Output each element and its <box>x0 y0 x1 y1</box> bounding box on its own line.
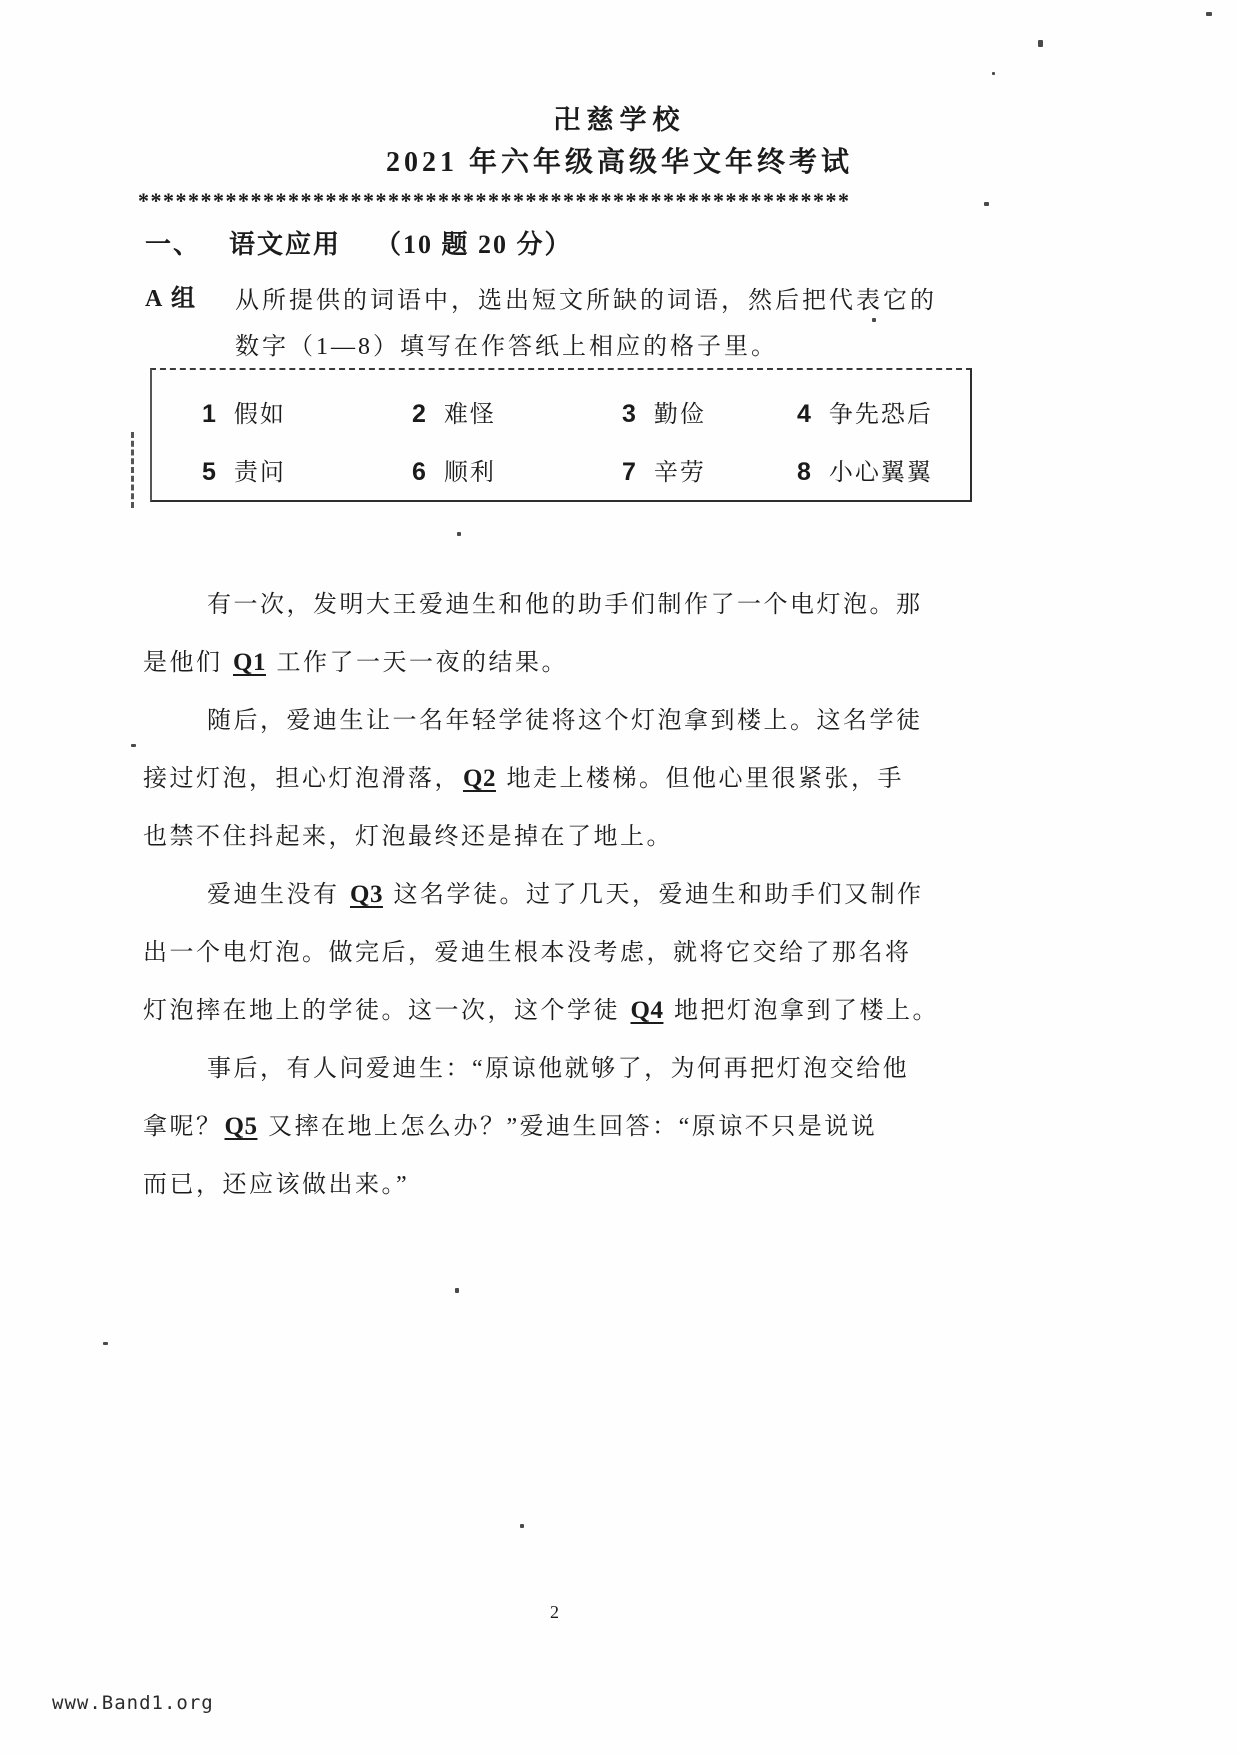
school-name: 卍慈学校 <box>553 105 686 135</box>
word-bank-word: 顺利 <box>443 459 496 486</box>
scan-speck <box>520 1524 524 1528</box>
passage-line: 拿呢？Q5 又摔在地上怎么办？”爱迪生回答：“原谅不只是说说 <box>143 1113 878 1140</box>
word-bank-number: 3 <box>622 399 638 428</box>
word-bank-word: 假如 <box>233 401 286 428</box>
page-number: 2 <box>550 1602 560 1622</box>
watermark: www.Band1.org <box>52 1692 214 1714</box>
word-bank-number: 8 <box>797 457 813 486</box>
section-points: （10 题 20 分） <box>375 230 573 259</box>
scan-speck <box>872 318 876 322</box>
section-number: 一、 <box>145 230 202 259</box>
word-bank-word: 勤俭 <box>653 401 706 428</box>
word-bank-item <box>202 452 412 487</box>
word-bank-item <box>622 452 797 487</box>
word-bank-word: 难怪 <box>443 401 496 428</box>
passage-line: 随后，爱迪生让一名年轻学徒将这个灯泡拿到楼上。这名学徒 <box>207 708 923 734</box>
word-bank-item <box>622 394 797 429</box>
word-bank-row <box>152 440 970 498</box>
word-bank-number: 5 <box>202 457 218 486</box>
scan-speck <box>1206 12 1212 16</box>
word-bank-number: 7 <box>622 457 638 486</box>
scan-speck <box>984 202 989 206</box>
word-bank-number: 1 <box>202 399 218 428</box>
asterisk-divider: ********************************************************* <box>138 188 851 213</box>
question-blank-q5: Q5 <box>224 1113 258 1140</box>
word-bank-item <box>412 394 622 429</box>
scan-speck <box>992 72 995 75</box>
passage-line: 事后，有人问爱迪生：“原谅他就够了，为何再把灯泡交给他 <box>207 1056 910 1082</box>
question-blank-q1: Q1 <box>233 649 266 676</box>
passage-line: 而已，还应该做出来。” <box>143 1172 410 1198</box>
passage-line: 是他们 Q1 工作了一天一夜的结果。 <box>143 649 568 676</box>
word-bank-item <box>202 394 412 429</box>
word-bank-number: 6 <box>412 457 428 486</box>
scan-speck <box>131 744 136 747</box>
word-bank-word: 小心翼翼 <box>828 459 933 486</box>
word-bank-word: 争先恐后 <box>828 401 933 428</box>
passage-line: 也禁不住抖起来，灯泡最终还是掉在了地上。 <box>143 824 673 850</box>
scan-margin-mark <box>131 432 134 508</box>
question-blank-q4: Q4 <box>630 997 664 1024</box>
passage-line: 有一次，发明大王爱迪生和他的助手们制作了一个电灯泡。那 <box>207 592 923 618</box>
word-bank-row <box>152 382 970 440</box>
word-bank-word: 辛劳 <box>653 459 706 486</box>
exam-title: 2021 年六年级高级华文年终考试 <box>385 147 853 178</box>
question-blank-q3: Q3 <box>350 881 383 908</box>
passage-line: 接过灯泡，担心灯泡滑落，Q2 地走上楼梯。但他心里很紧张，手 <box>143 765 904 792</box>
section-title: 语文应用 <box>229 230 342 259</box>
question-blank-q2: Q2 <box>463 765 496 792</box>
word-bank-number: 4 <box>797 399 813 428</box>
passage-line: 出一个电灯泡。做完后，爱迪生根本没考虑，就将它交给了那名将 <box>143 940 912 966</box>
passage-line: 灯泡摔在地上的学徒。这一次，这个学徒 Q4 地把灯泡拿到了楼上。 <box>143 997 939 1024</box>
word-bank-word: 责问 <box>233 459 286 486</box>
section-heading <box>145 224 573 261</box>
scan-speck <box>457 532 461 536</box>
word-bank-item <box>797 452 970 487</box>
group-a-label: A 组 <box>145 286 198 312</box>
passage-line: 爱迪生没有 Q3 这名学徒。过了几天，爱迪生和助手们又制作 <box>207 881 924 908</box>
group-a-instructions <box>145 278 980 370</box>
word-bank-item <box>412 452 622 487</box>
scan-speck <box>1038 40 1043 47</box>
instruction-line-2: 数字（1—8）填写在作答纸上相应的格子里。 <box>235 334 778 360</box>
word-bank-number: 2 <box>412 399 428 428</box>
scan-speck <box>103 1342 108 1345</box>
passage <box>143 576 983 1214</box>
word-bank-item <box>797 394 970 429</box>
word-bank-box <box>150 368 972 502</box>
instruction-line-1: 从所提供的词语中，选出短文所缺的词语，然后把代表它的 <box>235 288 937 314</box>
scan-speck <box>455 1288 459 1293</box>
